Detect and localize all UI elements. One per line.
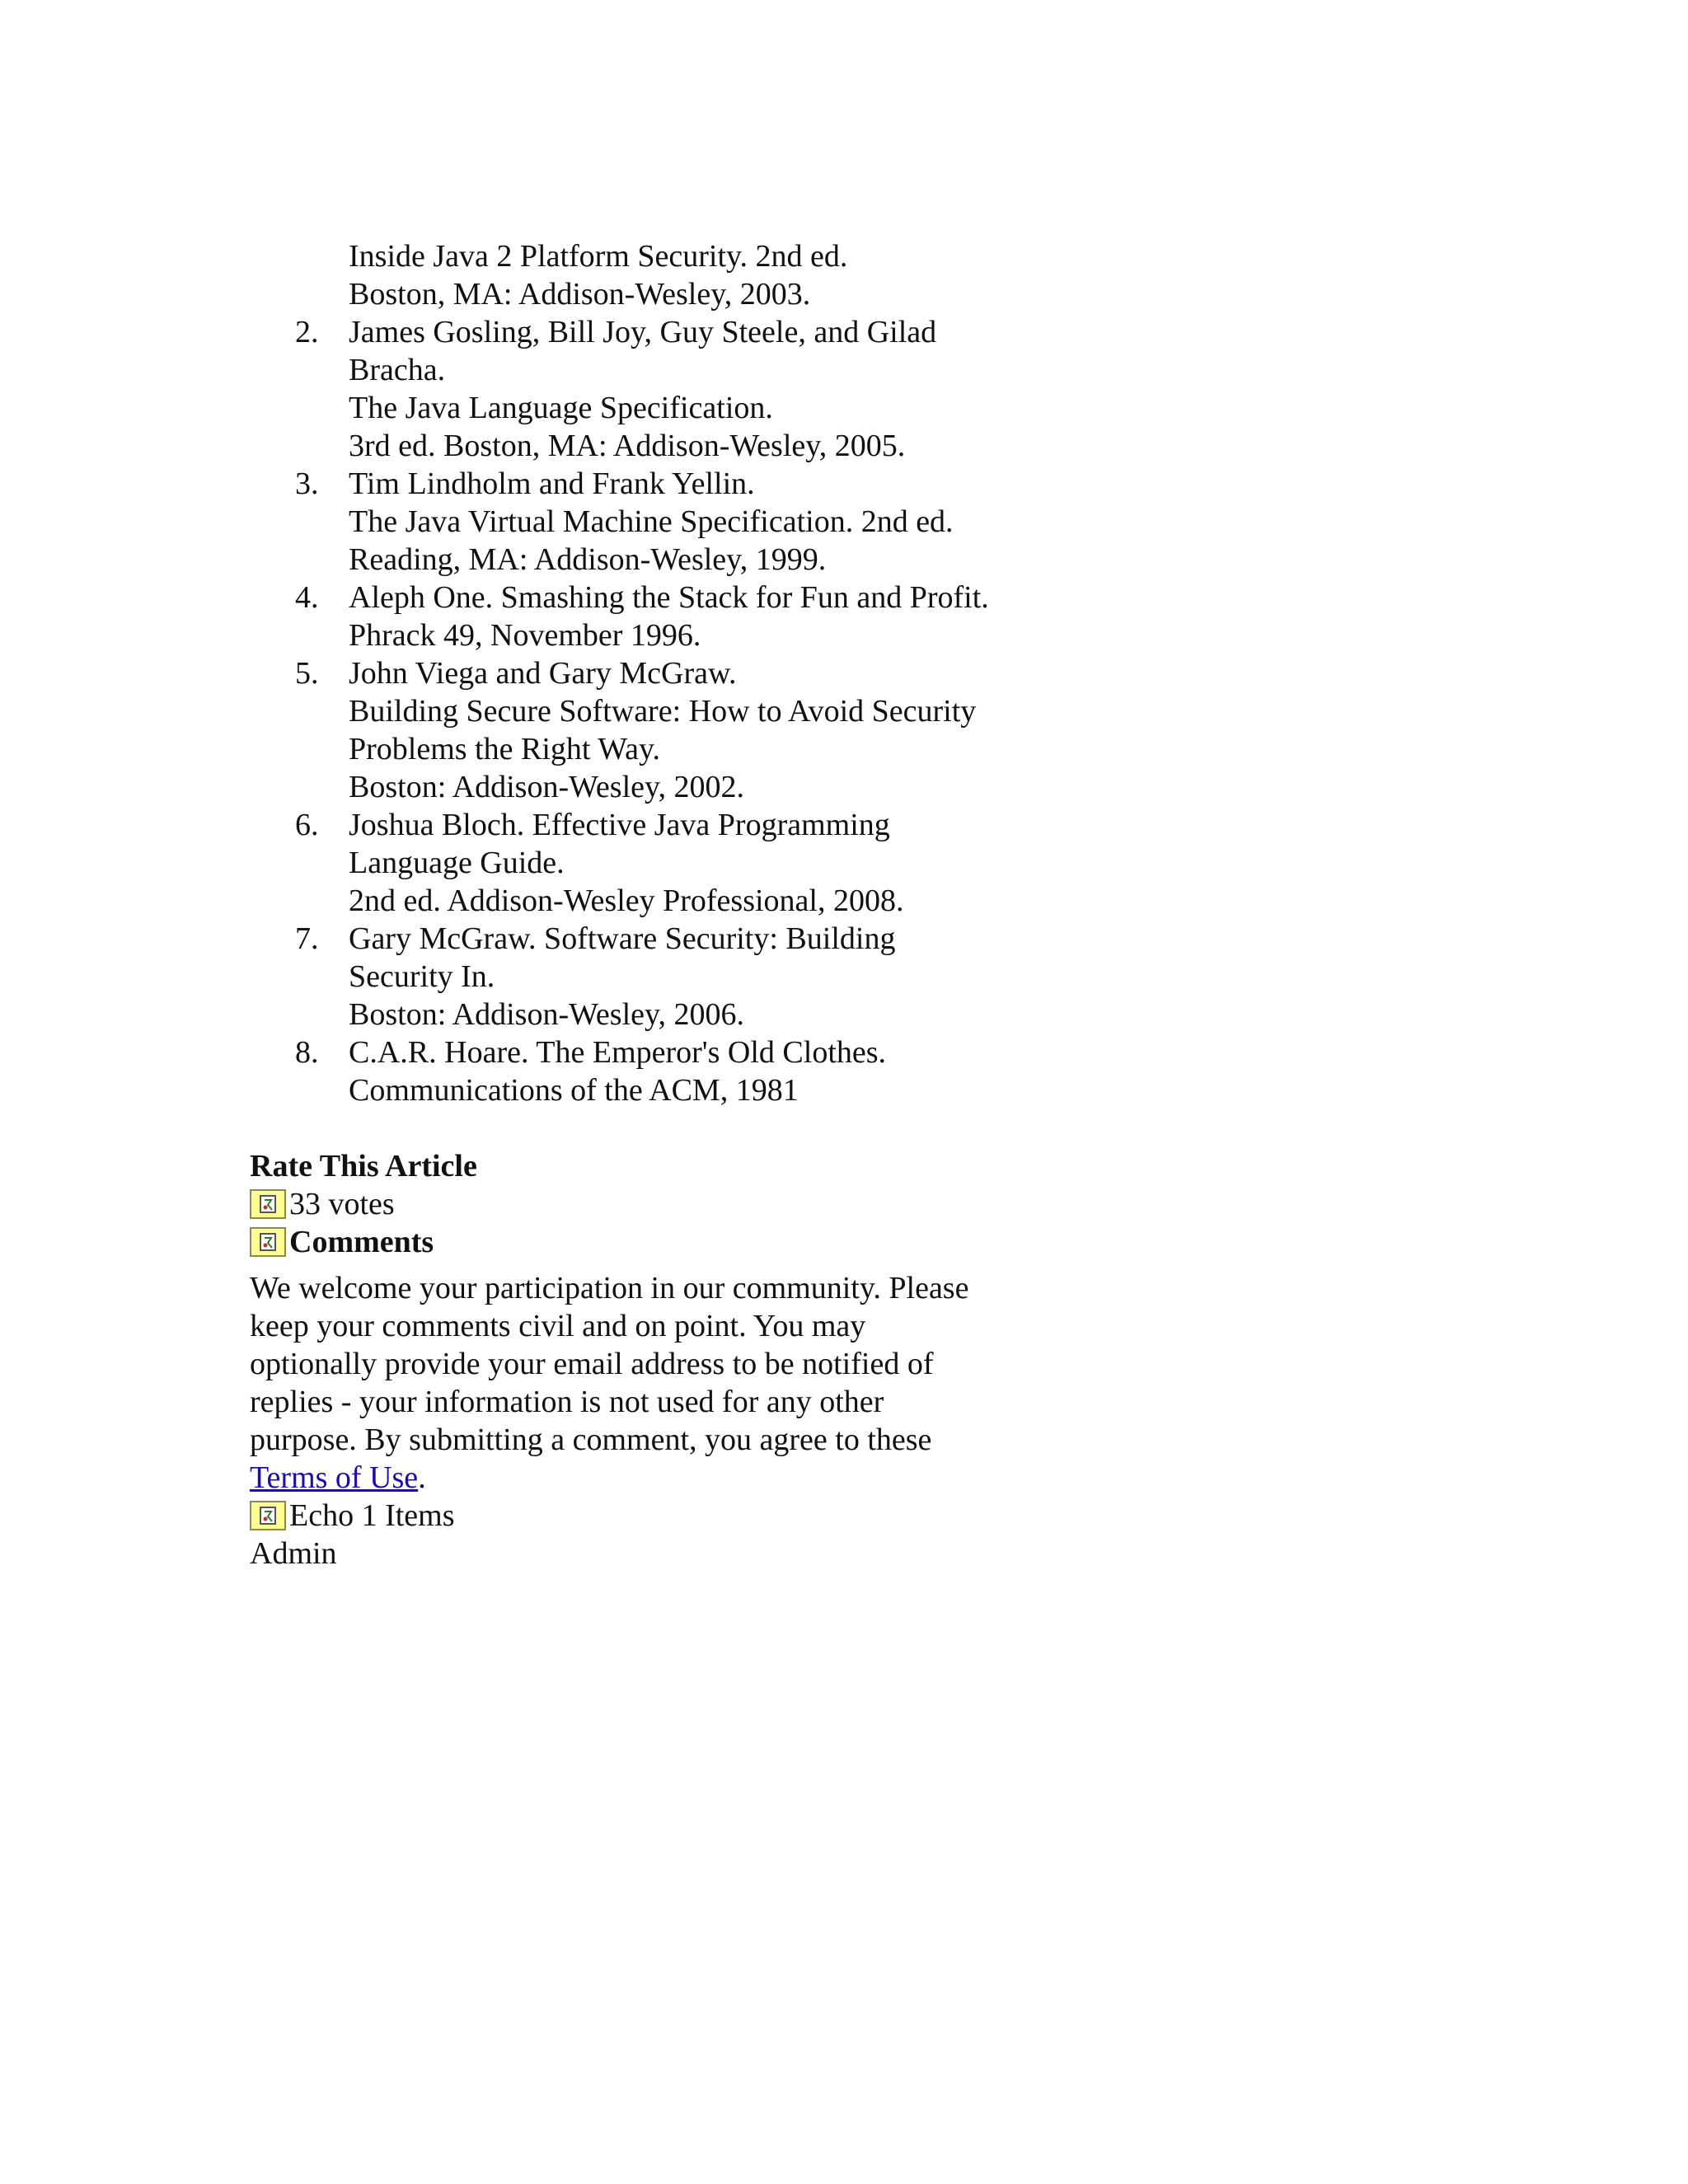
reference-number: 2. <box>295 315 319 349</box>
reference-line: Bracha. <box>349 353 446 387</box>
echo-items-label: Echo 1 Items <box>289 1498 455 1533</box>
terms-line <box>250 1459 1041 1497</box>
terms-of-use-link[interactable]: Terms of Use <box>250 1460 419 1495</box>
votes-count: 33 votes <box>289 1187 395 1221</box>
reference-number: 7. <box>295 921 319 956</box>
comments-intro-line: replies - your information is not used for any other <box>250 1385 884 1419</box>
reference-line: Boston: Addison-Wesley, 2006. <box>349 997 745 1032</box>
reference-item <box>250 654 1041 806</box>
reference-item <box>250 1033 1041 1109</box>
reference-number: 5. <box>295 656 319 691</box>
reference-item <box>250 313 1041 465</box>
reference-line: The Java Virtual Machine Specification. 2nd ed. <box>349 504 954 539</box>
reference-line: John Viega and Gary McGraw. <box>349 656 737 691</box>
rate-article-heading: Rate This Article <box>250 1149 477 1183</box>
references-list <box>250 313 1041 1109</box>
reference-line: 2nd ed. Addison-Wesley Professional, 2008. <box>349 883 904 918</box>
reference-line: Joshua Bloch. Effective Java Programming <box>349 808 890 842</box>
reference-line: Inside Java 2 Platform Security. 2nd ed. <box>349 239 848 274</box>
comments-intro-line: We welcome your participation in our community. Please <box>250 1271 969 1305</box>
reference-number: 6. <box>295 808 319 842</box>
reference-line: Gary McGraw. Software Security: Building <box>349 921 896 956</box>
reference-number: 4. <box>295 580 319 615</box>
reference-number: 3. <box>295 466 319 501</box>
comments-heading: Comments <box>289 1225 434 1259</box>
reference-line: Reading, MA: Addison-Wesley, 1999. <box>349 542 827 577</box>
reference-number: 8. <box>295 1035 319 1070</box>
comments-intro-line: purpose. By submitting a comment, you agree to these <box>250 1422 932 1457</box>
reference-line: Aleph One. Smashing the Stack for Fun and Profit. <box>349 580 989 615</box>
terms-suffix: . <box>418 1460 426 1495</box>
votes-row <box>250 1185 1041 1223</box>
reference-line: Tim Lindholm and Frank Yellin. <box>349 466 755 501</box>
reference-line: Boston: Addison-Wesley, 2002. <box>349 770 745 804</box>
reference-line: Communications of the ACM, 1981 <box>349 1073 799 1108</box>
broken-image-icon[interactable] <box>250 1189 286 1219</box>
reference-line: Language Guide. <box>349 846 565 880</box>
broken-image-icon[interactable] <box>250 1227 286 1257</box>
reference-line: James Gosling, Bill Joy, Guy Steele, and Gilad <box>349 315 937 349</box>
reference-item <box>250 579 1041 654</box>
reference-item <box>250 465 1041 579</box>
broken-image-icon[interactable] <box>250 1501 286 1530</box>
comments-intro-line: optionally provide your email address to be notified of <box>250 1347 934 1381</box>
comments-intro-line: keep your comments civil and on point. You may <box>250 1309 866 1343</box>
reference-item <box>250 806 1041 920</box>
reference-line: Building Secure Software: How to Avoid Security <box>349 694 977 729</box>
reference-line: Phrack 49, November 1996. <box>349 618 701 653</box>
admin-label: Admin <box>250 1536 337 1571</box>
reference-item <box>250 920 1041 1033</box>
rate-article-section <box>250 1147 1041 1572</box>
reference-line: C.A.R. Hoare. The Emperor's Old Clothes. <box>349 1035 887 1070</box>
reference-line: Boston, MA: Addison-Wesley, 2003. <box>349 277 811 312</box>
reference-1-continuation <box>349 237 1041 313</box>
reference-line: Security In. <box>349 959 495 994</box>
reference-line: Problems the Right Way. <box>349 732 660 766</box>
comments-intro <box>250 1269 1041 1497</box>
article-page <box>250 237 1041 1572</box>
echo-row <box>250 1497 1041 1535</box>
comments-heading-row <box>250 1223 1041 1261</box>
reference-line: The Java Language Specification. <box>349 391 773 425</box>
reference-line: 3rd ed. Boston, MA: Addison-Wesley, 2005. <box>349 429 906 463</box>
